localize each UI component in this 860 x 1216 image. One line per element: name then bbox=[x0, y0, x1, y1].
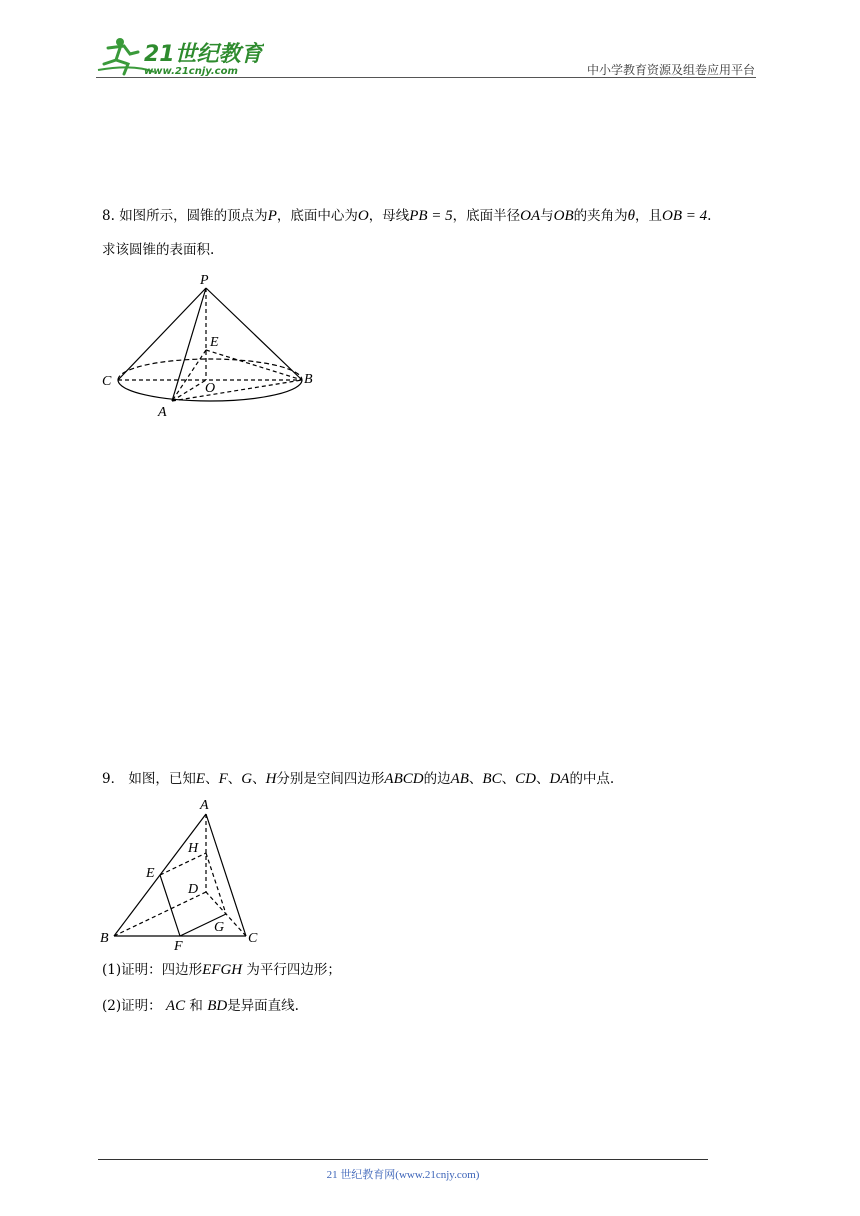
footer-link[interactable]: 21 世纪教育网(www.21cnjy.com) bbox=[326, 1169, 480, 1181]
logo-url: www.21cnjy.com bbox=[144, 66, 238, 77]
label-A: A bbox=[158, 405, 167, 420]
q8-number: 8. bbox=[102, 208, 115, 224]
label-D: D bbox=[188, 882, 199, 897]
label-C: C bbox=[248, 931, 258, 946]
label-F: F bbox=[174, 939, 183, 952]
header-tagline: 中小学教育资源及组卷应用平台 bbox=[586, 63, 755, 77]
cone-figure bbox=[96, 270, 326, 430]
label-G: G bbox=[214, 920, 225, 935]
header-divider bbox=[96, 77, 756, 78]
label-E: E bbox=[146, 866, 155, 881]
q9-statement: 9． 如图，已知E、F、G、H分别是空间四边形ABCD的边AB、BC、CD、DA的中点. bbox=[102, 771, 615, 787]
label-P: P bbox=[200, 273, 209, 288]
label-B: B bbox=[304, 372, 313, 387]
label-O: O bbox=[205, 381, 216, 396]
site-logo bbox=[94, 34, 264, 78]
q8-statement: 8. 如图所示，圆锥的顶点为P，底面中心为O，母线PB = 5，底面半径OA与OB的夹角为θ，且OB = 4. bbox=[102, 208, 712, 224]
label-C: C bbox=[102, 374, 112, 389]
q9-part-1: (1)证明：四边形EFGH 为平行四边形； bbox=[102, 962, 341, 978]
label-H: H bbox=[188, 841, 199, 856]
label-E: E bbox=[210, 335, 219, 350]
footer-divider bbox=[98, 1159, 708, 1160]
q8-question: 求该圆锥的表面积. bbox=[102, 242, 215, 258]
label-A: A bbox=[200, 798, 209, 813]
q9-number: 9． bbox=[102, 771, 125, 787]
tetrahedron-figure bbox=[96, 792, 276, 952]
label-B: B bbox=[100, 931, 109, 946]
logo-text: 21世纪教育 bbox=[144, 42, 263, 67]
q9-part-2: (2)证明： AC 和 BD是异面直线. bbox=[102, 998, 299, 1014]
